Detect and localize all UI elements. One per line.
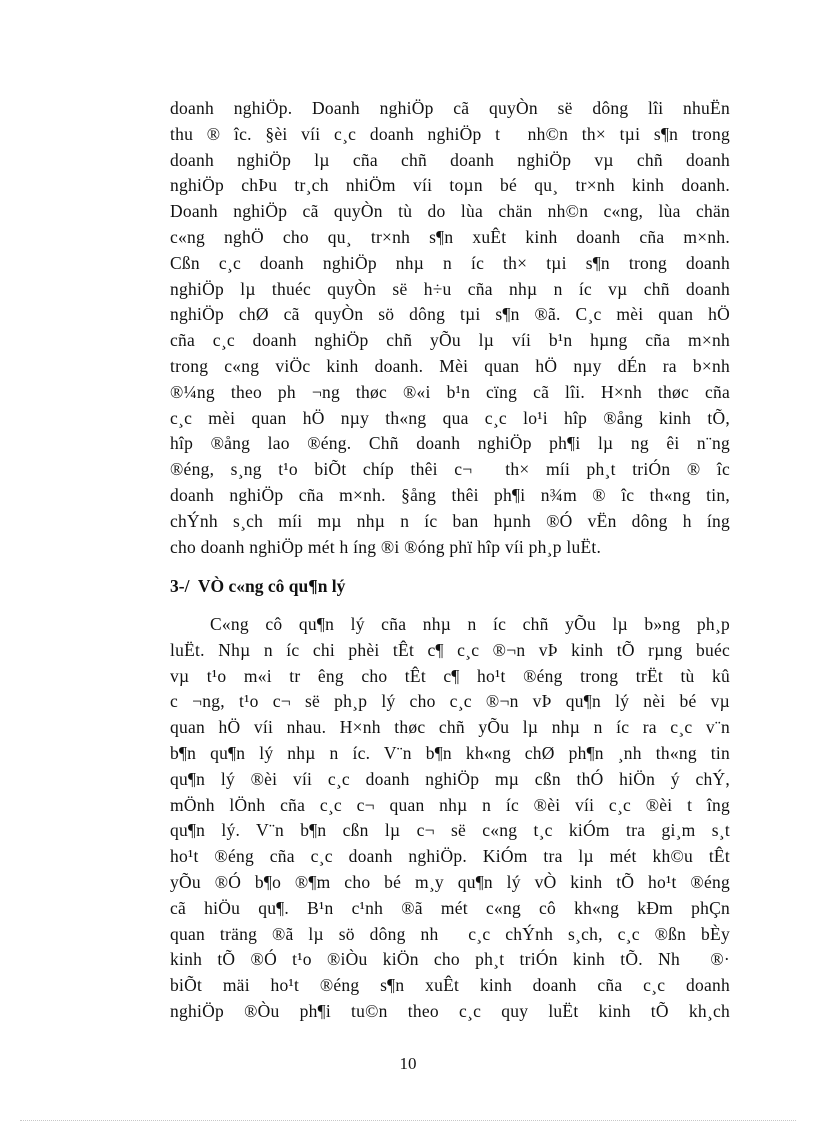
section-number: 3-/ (170, 576, 190, 596)
text-line: c¸c mèi quan hÖ nµy th«ng qua c¸c lo¹i hîp ®ång kinh tÕ, (170, 407, 730, 428)
text-line: cña c¸c doanh nghiÖp chñ yÕu lµ víi b¹n hµng cña m×nh (170, 330, 730, 351)
text-line: doanh nghiÖp. Doanh nghiÖp cã quyÒn së dông lîi nhuËn (170, 98, 730, 118)
text-line: qu¶n lý ®èi víi c¸c doanh nghiÖp mµ cßn thÓ hiÖn ý chÝ, (170, 768, 730, 789)
text-line: chÝnh s¸ch míi mµ nhµ n íc ban hµnh ®Ó vËn dông h íng (170, 510, 730, 531)
text-line: qu¶n lý. V¨n b¶n cßn lµ c¬ së c«ng t¸c kiÓm tra gi¸m s¸t (170, 820, 730, 841)
text-line: hîp ®ång lao ®éng. Chñ doanh nghiÖp ph¶i lµ ng êi n¨ng (170, 433, 730, 454)
text-line: luËt. Nhµ n íc chi phèi tÊt c¶ c¸c ®¬n vÞ kinh tÕ rµng buéc (170, 639, 730, 660)
text-line: vµ t¹o m«i tr êng cho tÊt c¶ ho¹t ®éng trong trËt tù kû (170, 665, 730, 686)
text-line: mÖnh lÖnh cña c¸c c¬ quan nhµ n íc ®èi víi c¸c ®èi t îng (170, 794, 730, 815)
text-line: c«ng nghÖ cho qu¸ tr×nh s¶n xuÊt kinh doanh cña m×nh. (170, 226, 730, 247)
text-line: trong c«ng viÖc kinh doanh. Mèi quan hÖ nµy dÉn ra b×nh (170, 355, 730, 376)
text-line: Doanh nghiÖp cã quyÒn tù do lùa chän nh©n c«ng, lùa chän (170, 201, 730, 222)
text-line: cho doanh nghiÖp mét h íng ®i ®óng phï hîp víi ph¸p luËt. (170, 536, 602, 557)
text-line: ho¹t ®éng cña c¸c doanh nghiÖp. KiÓm tra lµ mét kh©u tÊt (170, 846, 730, 867)
paragraph-management-tools (170, 612, 730, 1025)
text-line: doanh nghiÖp lµ cña chñ doanh nghiÖp vµ chñ doanh (170, 149, 730, 170)
text-line: thu ® îc. §èi víi c¸c doanh nghiÖp t nh©n th× tµi s¶n trong (170, 123, 730, 144)
text-line: Cßn c¸c doanh nghiÖp nhµ n íc th× tµi s¶n trong doanh (170, 252, 730, 273)
text-line: c ¬ng, t¹o c¬ së ph¸p lý cho c¸c ®¬n vÞ qu¶n lý nèi bé vµ (170, 691, 730, 712)
text-line: ®éng, s¸ng t¹o biÕt chíp thêi c¬ th× míi ph¸t triÓn ® îc (170, 459, 730, 480)
page-number: 10 (399, 1054, 417, 1073)
text-line: cã hiÖu qu¶. B¹n c¹nh ®ã mét c«ng cô kh«ng kÐm phÇn (170, 897, 730, 918)
page-bottom-divider (20, 1120, 796, 1121)
text-line: doanh nghiÖp cña m×nh. §ång thêi ph¶i n¾m ® îc th«ng tin, (170, 484, 730, 505)
text-line: nghiÖp chØ cã quyÒn sö dông tµi s¶n ®ã. C¸c mèi quan hÖ (170, 304, 730, 325)
text-line: C«ng cô qu¶n lý cña nhµ n íc chñ yÕu lµ b»ng ph¸p (210, 614, 730, 634)
text-line: b¶n qu¶n lý nhµ n íc. V¨n b¶n kh«ng chØ ph¶n ¸nh th«ng tin (170, 742, 730, 763)
paragraph-ownership (170, 96, 730, 560)
text-line: yÕu ®Ó b¶o ®¶m cho bé m¸y qu¶n lý vÒ kinh tÕ ho¹t ®éng (170, 871, 730, 892)
text-line: nghiÖp ®Òu ph¶i tu©n theo c¸c quy luËt kinh tÕ kh¸ch (170, 1000, 730, 1021)
text-line: biÕt mäi ho¹t ®éng s¶n xuÊt kinh doanh cña c¸c doanh (170, 975, 730, 996)
text-line: quan hÖ víi nhau. H×nh thøc chñ yÕu lµ nhµ n íc ra c¸c v¨n (170, 717, 730, 738)
text-line: nghiÖp chÞu tr¸ch nhiÖm víi toµn bé qu¸ tr×nh kinh doanh. (170, 175, 730, 196)
text-line: kinh tÕ ®Ó t¹o ®iÒu kiÖn cho ph¸t triÓn kinh tÕ. Nh ®· (170, 949, 730, 970)
text-line: ®¼ng theo ph ¬ng thøc ®«i b¹n cïng cã lîi. H×nh thøc cña (170, 381, 730, 402)
section-heading (170, 574, 345, 599)
section-title: VÒ c«ng cô qu¶n lý (197, 576, 346, 596)
text-line: nghiÖp lµ thuéc quyÒn së h÷u cña nhµ n íc vµ chñ doanh (170, 278, 730, 299)
text-line: quan träng ®ã lµ sö dông nh c¸c chÝnh s¸ch, c¸c ®ßn bÈy (170, 923, 730, 944)
